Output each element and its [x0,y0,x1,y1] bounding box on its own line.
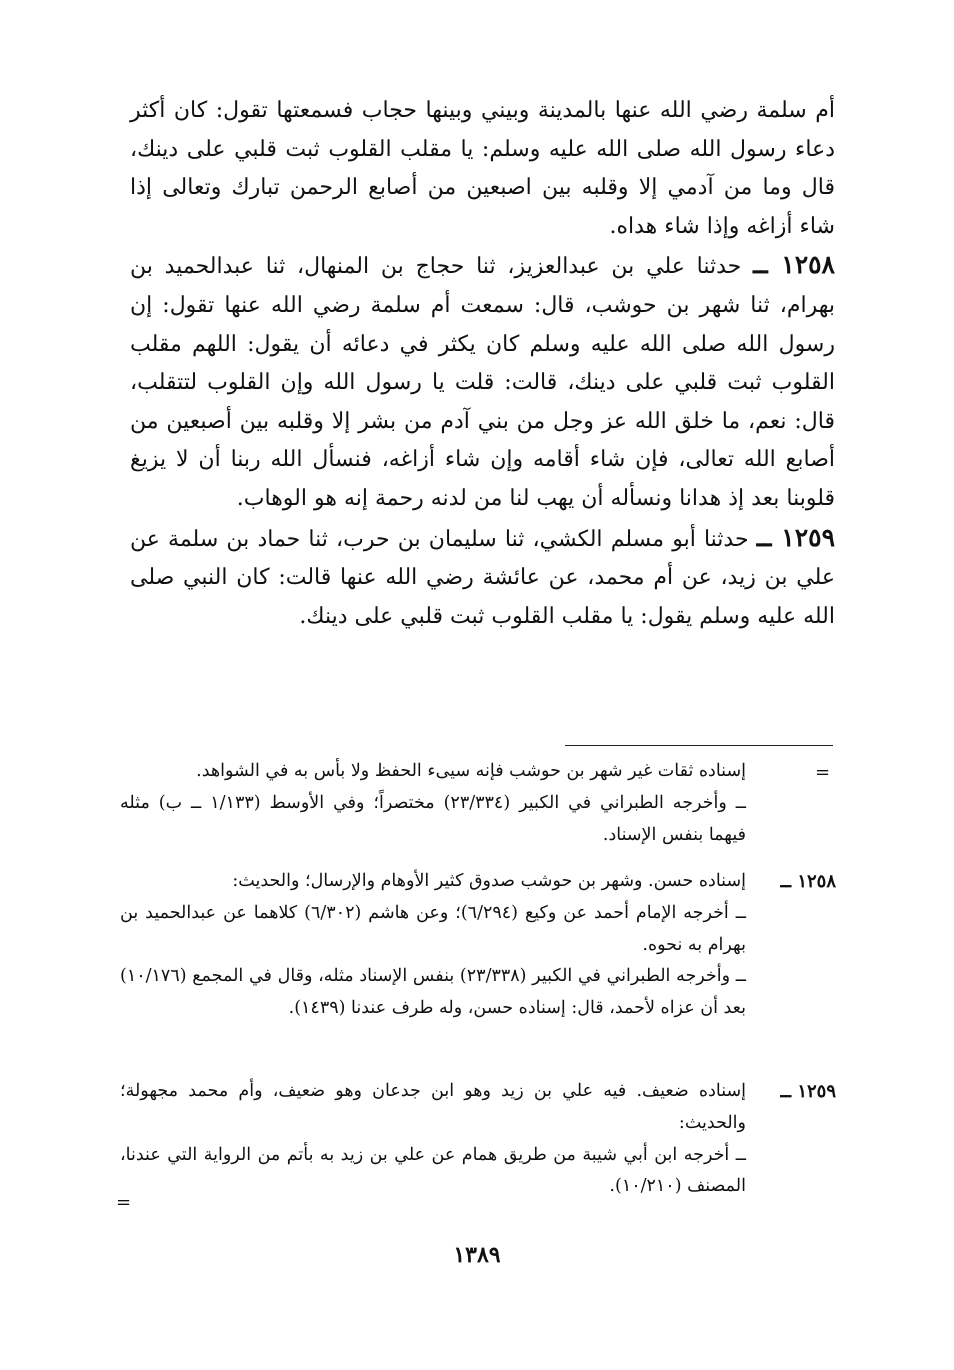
footnote-continued-line-2: ــ وأخرجه الطبراني في الكبير (٢٣/٣٣٤) مختصراً؛ وفي الأوسط (١/١٣٣ ــ ب) مثله فيهما بنفس الإسناد. [120,792,747,845]
hadith-1259-text: حدثنا أبو مسلم الكشي، ثنا سليمان بن حرب، ثنا حماد بن سلمة عن علي بن زيد، عن أم محمد، عن عائشة رضي الله عنها قالت: كان النبي صلى الله عليه وسلم يقول: يا مقلب القلوب ثبت قلبي على دينك. [130,526,835,629]
footnote-1259-number: ١٢٥٩ ــ [780,1081,836,1102]
hadith-1259-number: ١٢٥٩ ــ [756,522,836,552]
footnote-1258-line-1: إسناده حسن. وشهر بن حوشب صدوق كثير الأوهام والإرسال؛ والحديث: [232,871,746,891]
footnote-1258-number: ١٢٥٨ ــ [780,871,836,892]
main-text [130,92,835,636]
footnote-1259-line-2: ــ أخرجه ابن أبي شيبة من طريق همام عن علي بن زيد به بأتم من الرواية التي عندنا، المصنف (١٠/٢١٠). [120,1144,746,1197]
footnote-1258 [120,866,746,1025]
footnote-continued-line-1: إسناده ثقات غير شهر بن حوشب فإنه سيىء الحفظ ولا بأس به في الشواهد. [196,761,746,781]
footnote-1258-line-3: ــ وأخرجه الطبراني في الكبير (٢٣/٣٣٨) بنفس الإسناد مثله، وقال في المجمع (١٠/١٧٦) بعد أن عزاه لأحمد، قال: إسناده حسن، وله طرف عندنا (١٤٣٩). [120,966,747,1019]
footnote-1259 [120,1076,746,1203]
page-number: ١٣٨٩ [453,1242,501,1268]
footnote-end-mark: = [116,1192,132,1213]
footnote-separator [565,745,833,746]
hadith-1258-text: حدثنا علي بن عبدالعزيز، ثنا حجاج بن المنهال، ثنا عبدالحميد بن بهرام، ثنا شهر بن حوشب، قال: سمعت أم سلمة رضي الله عنها تقول: إن رسول الله صلى الله عليه وسلم كان يكثر في دعائه أن يقول: اللهم مقلب القلوب ثبت قلبي على دينك، قالت: قلت يا رسول الله وإن القلوب لتتقلب، قال: نعم، ما خلق الله عز وجل من بني آدم من بشر إلا وقلبه بين أصبعين من أصابع الله تعالى، فإن شاء أقامه وإن شاء أزاغه، فنسأل الله ربنا أن لا يزيغ قلوبنا بعد إذ هدانا ونسأله أن يهب لنا من لدنه رحمة إنه هو الوهاب. [130,254,836,511]
intro-paragraph: أم سلمة رضي الله عنها بالمدينة وبيني وبينها حجاب فسمعتها تقول: كان أكثر دعاء رسول الله صلى الله عليه وسلم: يا مقلب القلوب ثبت قلبي على دينك، قال وما من آدمي إلا وقلبه بين اصبعين من أصابع الرحمن تبارك وتعالى إذا شاء أزاغه وإذا شاء هداه. [130,98,835,239]
hadith-1258-paragraph [130,246,835,518]
footnote-continuation-mark: = [815,762,831,783]
hadith-1259-paragraph [130,519,835,637]
footnote-continued [120,756,746,851]
footnote-1259-line-1: إسناده ضعيف. فيه علي بن زيد وهو ابن جدعان وهو ضعيف، وأم محمد مجهولة؛ والحديث: [120,1081,746,1133]
footnote-1258-line-2: ــ أخرجه الإمام أحمد عن وكيع (٦/٢٩٤)؛ وعن هاشم (٦/٣٠٢) كلاهما عن عبدالحميد بن بهرام به نحوه. [120,902,746,955]
hadith-1258-number: ١٢٥٨ ــ [753,250,835,280]
